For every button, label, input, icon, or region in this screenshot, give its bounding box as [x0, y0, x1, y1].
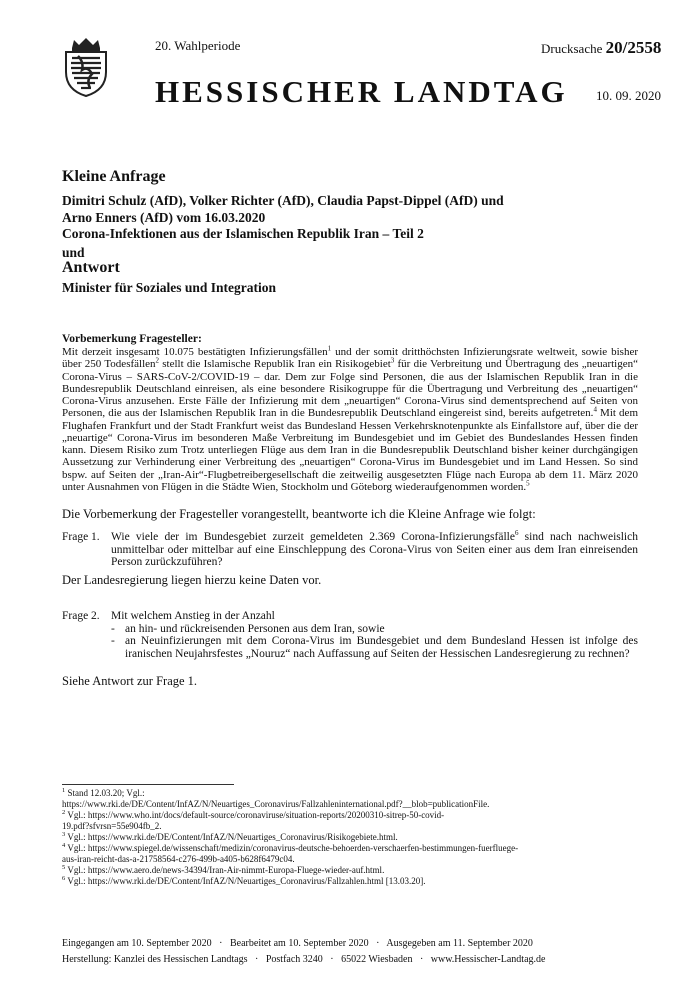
footnote-ref-1: 1: [327, 344, 332, 353]
hesse-coat-of-arms-icon: [60, 36, 112, 98]
frage2-answer: Siehe Antwort zur Frage 1.: [62, 674, 198, 688]
frage1-text-2: sind nach nachweislich unmittelbar oder mittelbar auf eine Einschleppung des Corona-Virus von Seiten einer aus dem Iran einreisenden Person zurückzuführen?: [111, 531, 638, 568]
frage1-answer: Der Landesregierung liegen hierzu keine Daten vor.: [62, 573, 322, 587]
footnote-6: [62, 876, 642, 887]
vorbemerkung-body: [62, 346, 638, 493]
footnote-text: Vgl.: https://www.spiegel.de/wissenschaft/medizin/coronavirus-deutsche-behoerden-verschaerfen-bestimmungen-fuerfluege- aus-iran-reicht-das-a-21758564-c276-499b-a405-b628f6479c04.: [62, 843, 519, 864]
vor-text-1: Mit derzeit insgesamt 10.075 bestätigten Infizierungsfällen: [62, 346, 328, 358]
frage1-text: [111, 531, 638, 569]
footnote-ref-6: 6: [514, 529, 519, 538]
footnote-number: 3: [62, 831, 66, 838]
frage1-label: Frage 1.: [62, 531, 100, 543]
footnote-divider: [62, 784, 234, 785]
footnote-number: 2: [62, 809, 66, 816]
document-date: 10. 09. 2020: [596, 88, 661, 103]
antwort-heading: Antwort: [62, 259, 120, 276]
vor-text-4: für die Verbreitung und Übertragung des „neuartigen“ Corona-Virus – SARS-CoV-2/COVID-19 – dar. Dem zur Folge sind Personen, die aus der Islamischen Republik Iran in die Bundesrepublik Deutschland einreisen, als eine besondere Risikogruppe für die Übertragung und Verbreitung des „neuartigen“ Corona-Virus anzusehen. Erste Fälle der Infizierung mit dem „neuartigen“ Corona-Virus sind dementsprechend auf Seiten von Personen, die aus der Islamischen Republik Iran in die Bundesrepublik Deutschland eingereist sind, bereits aufgetreten.: [62, 358, 638, 420]
vorbemerkung-title: Vorbemerkung Fragesteller:: [62, 333, 202, 345]
authors: Dimitri Schulz (AfD), Volker Richter (AfD), Claudia Papst-Dippel (AfD) und Arno Enners (AfD) vom 16.03.2020: [62, 193, 504, 225]
parliament-title: HESSISCHER LANDTAG: [155, 74, 568, 109]
footnote-text: Stand 12.03.20; Vgl.: https://www.rki.de/DE/Content/InfAZ/N/Neuartiges_Coronavirus/Fallzahleninternational.pdf?__blob=publicationFile.: [62, 788, 490, 809]
footnote-number: 1: [62, 787, 66, 794]
footnote-3: [62, 832, 642, 843]
frage1-text-1: Wie viele der im Bundesgebiet zurzeit gemeldeten 2.369 Corona-Infizierungsfälle: [111, 531, 515, 543]
footnote-ref-4: 4: [593, 405, 597, 414]
footnote-text: Vgl.: https://www.rki.de/DE/Content/InfAZ/N/Neuartiges_Coronavirus/Risikogebiete.html.: [67, 832, 398, 842]
footnote-ref-2: 2: [155, 356, 160, 365]
footnote-text: Vgl.: https://www.rki.de/DE/Content/InfAZ/N/Neuartiges_Coronavirus/Fallzahlen.html [13.03.20].: [67, 876, 426, 886]
frage2-bullets: [111, 623, 638, 661]
document-type: Kleine Anfrage: [62, 168, 166, 185]
footnote-number: 4: [62, 842, 66, 849]
footnotes: [62, 788, 642, 887]
intro-text: Die Vorbemerkung der Fragesteller vorangestellt, beantworte ich die Kleine Anfrage wie folgt:: [62, 507, 536, 521]
footer-publisher: Herstellung: Kanzlei des Hessischen Landtags · Postfach 3240 · 65022 Wiesbaden · www.Hessischer-Landtag.de: [62, 954, 546, 965]
drucksache: [541, 38, 661, 58]
und-label: und: [62, 245, 85, 260]
frage2-bullet-2: - an Neuinfizierungen mit dem Corona-Virus im Bundesgebiet und dem Bundesland Hessen ist infolge des iranischen Neujahrsfestes „Nouruz“ nach Auffassung auf Seiten der Hessischen Landesregierung zu rechnen?: [111, 635, 638, 660]
frage2-text: [111, 610, 638, 660]
vor-text-2: und der somit dritthöchsten Infizierungsrate weltweit, sowie bisher über 250 Todesfällen: [62, 346, 638, 371]
drucksache-number: 20/2558: [605, 38, 662, 57]
footnote-number: 6: [62, 875, 66, 882]
drucksache-label: Drucksache: [541, 41, 603, 56]
ministry: Minister für Soziales und Integration: [62, 280, 277, 295]
topic: Corona-Infektionen aus der Islamischen Republik Iran – Teil 2: [62, 226, 424, 241]
footnote-5: [62, 865, 642, 876]
footnote-1: [62, 788, 642, 810]
vor-text-5: Mit dem Flughafen Frankfurt und der Stadt Frankfurt weist das Bundesland Hessen Verkehrsknotenpunkte als Einfallstore auf, über die der „neuartige“ Corona-Virus im besonderen Maße Verbreitung im Bundesgebiet und im Gebiet des Bundeslandes Hessen finden kann. Diesem Risiko zum Trotz unterliegen Flüge aus dem Iran in die Bundesrepublik Deutschland bisher keiner durchgängigen Aussetzung zur Verhinderung einer Verbreitung des „neuartigen“ Corona-Virus im Bundesgebiet und im Land Hessen. So sind bspw. auf Seiten der „Iran-Air“-Flugbetreibergesellschaft die zeitweilig ausgesetzten Flüge nach Europa ab dem 11. März 2020 unter Ausnahmen von Flügen in die Städte Wien, Stockholm und Göteborg wiederaufgenommen worden.: [62, 407, 638, 493]
footnote-4: [62, 843, 642, 865]
footnote-number: 5: [62, 864, 66, 871]
frage2-label: Frage 2.: [62, 610, 100, 622]
frage2-bullet-1: - an hin- und rückreisenden Personen aus dem Iran, sowie: [111, 623, 638, 636]
footnote-text: Vgl.: https://www.aero.de/news-34394/Iran-Air-nimmt-Europa-Fluege-wieder-auf.html.: [67, 865, 385, 875]
wahlperiode: 20. Wahlperiode: [155, 38, 241, 53]
vor-text-3: stellt die Islamische Republik Iran ein Risikogebiet: [159, 358, 391, 371]
footnote-2: [62, 810, 642, 832]
footnote-ref-5: 5: [526, 479, 530, 488]
footnote-text: Vgl.: https://www.who.int/docs/default-source/coronaviruse/situation-reports/20200310-sitrep-50-covid- 19.pdf?sfvrsn=55e904fb_2.: [62, 810, 445, 831]
footnote-ref-3: 3: [390, 356, 395, 365]
frage2-question: Mit welchem Anstieg in der Anzahl: [111, 610, 275, 622]
footer-dates: Eingegangen am 10. September 2020 · Bearbeitet am 10. September 2020 · Ausgegeben am 11. September 2020: [62, 938, 533, 949]
